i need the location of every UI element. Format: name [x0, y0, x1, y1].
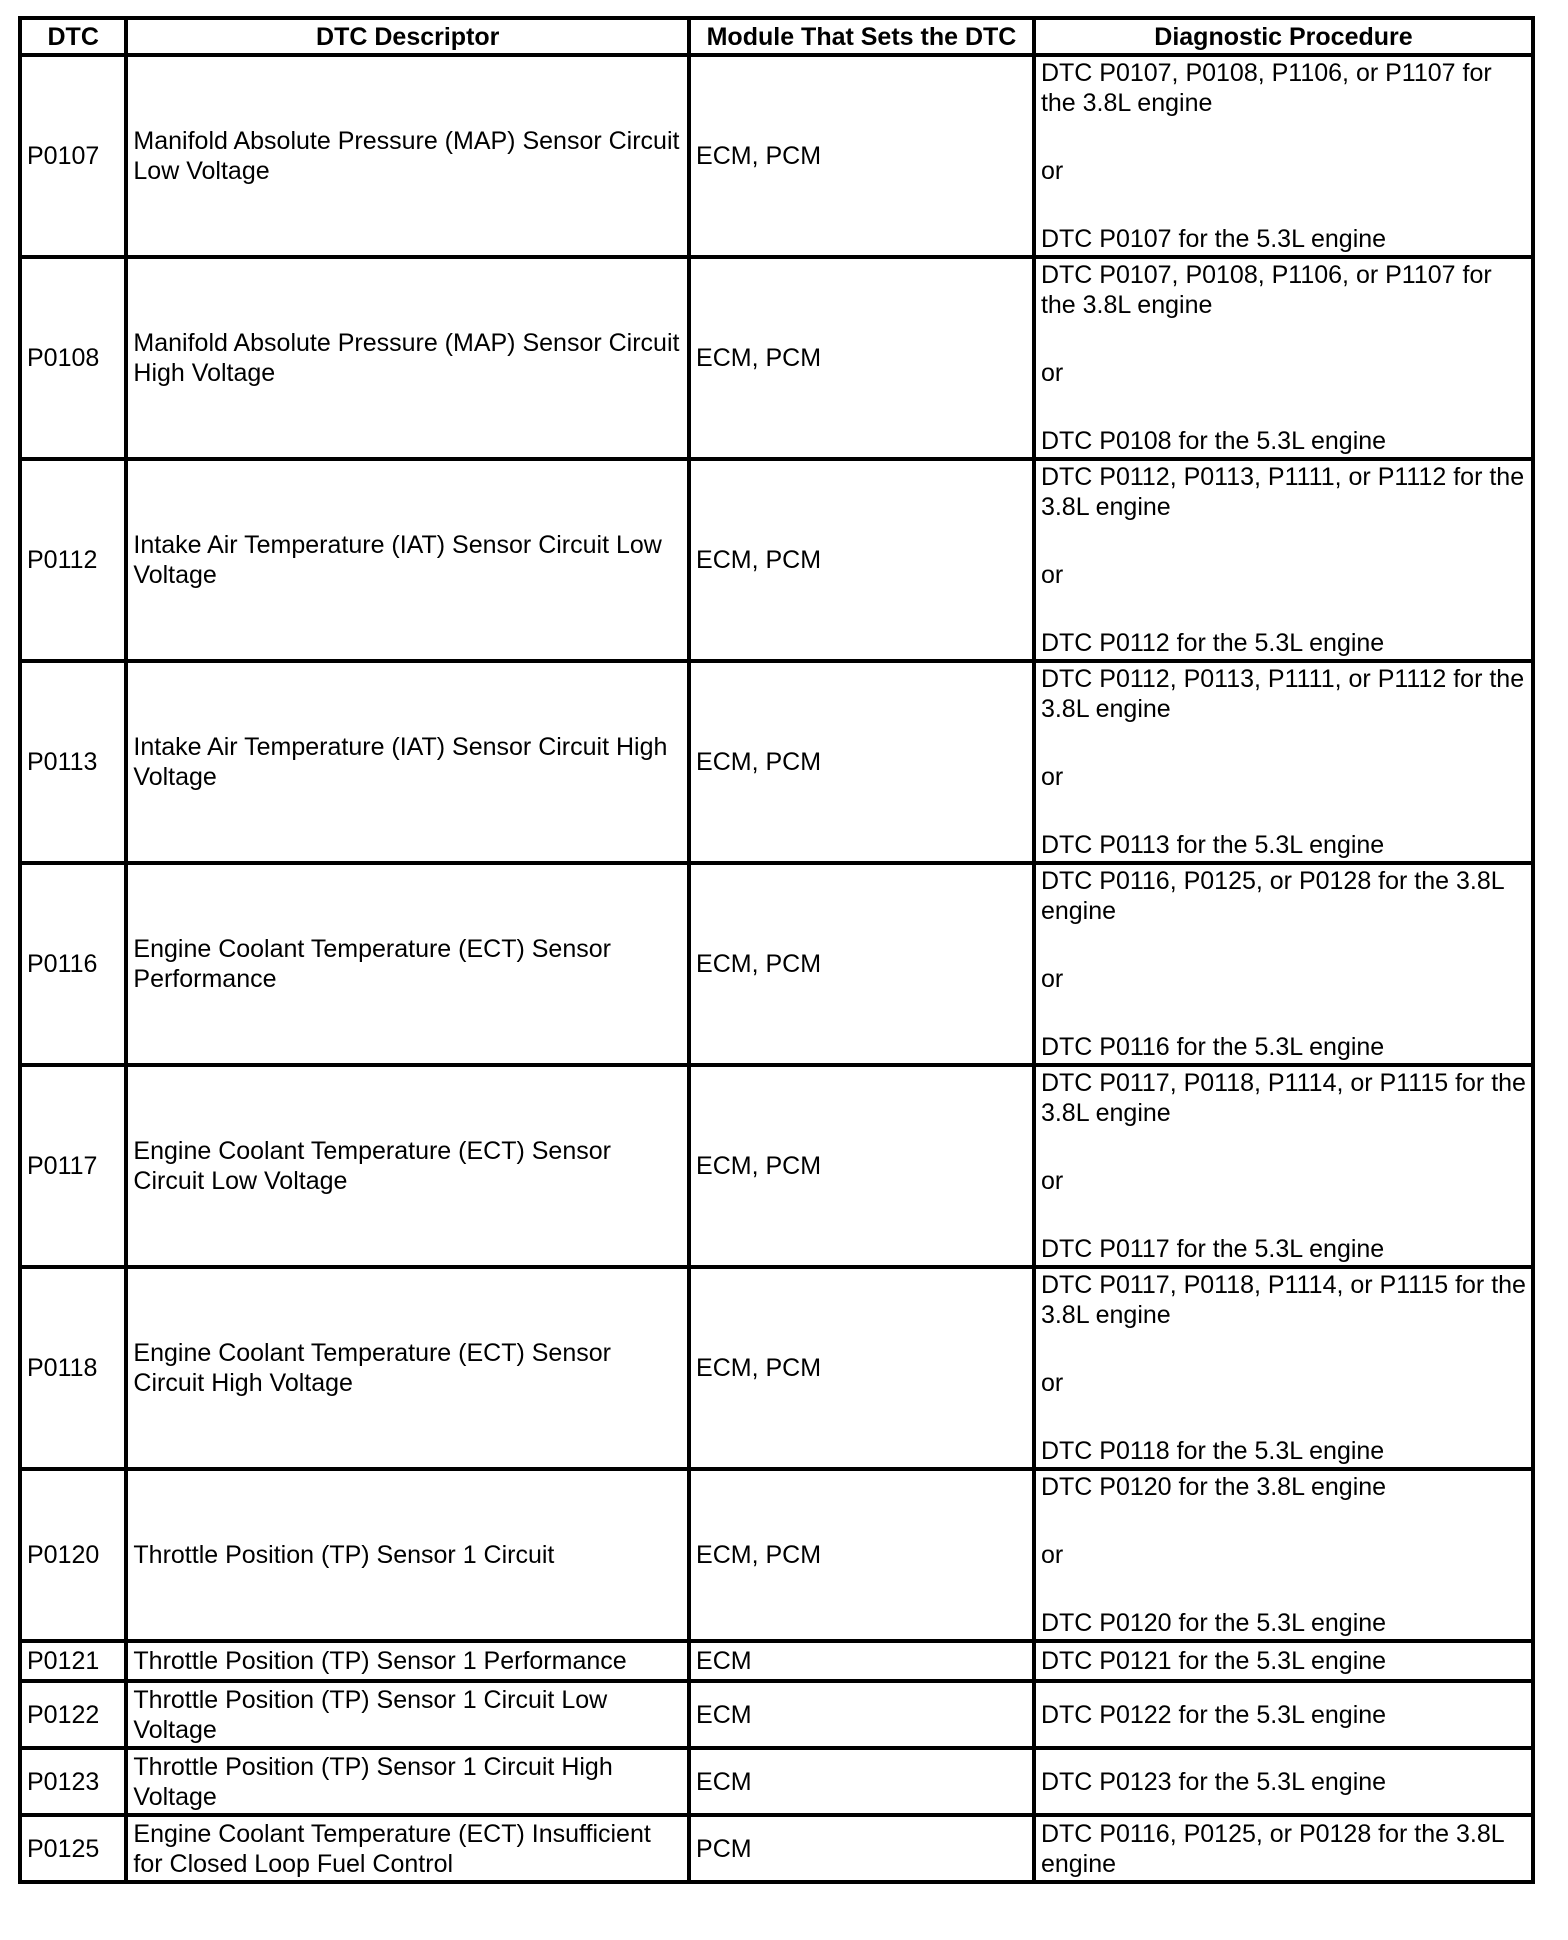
dtc-descriptor: Engine Coolant Temperature (ECT) Sensor Performance: [126, 863, 689, 1065]
dtc-descriptor: Throttle Position (TP) Sensor 1 Circuit High Voltage: [126, 1748, 689, 1815]
procedure-or: or: [1040, 1369, 1064, 1397]
dtc-descriptor: Throttle Position (TP) Sensor 1 Circuit: [126, 1469, 689, 1641]
dtc-descriptor: Manifold Absolute Pressure (MAP) Sensor Circuit Low Voltage: [126, 55, 689, 257]
dtc-descriptor: Engine Coolant Temperature (ECT) Insufficient for Closed Loop Fuel Control: [126, 1815, 689, 1882]
procedure-line: DTC P0117, P0118, P1114, or P1115 for the 3.8L engine: [1040, 1271, 1526, 1329]
dtc-code: P0122: [20, 1681, 126, 1748]
dtc-code: P0112: [20, 459, 126, 661]
header-procedure: Diagnostic Procedure: [1034, 18, 1533, 55]
dtc-code: P0108: [20, 257, 126, 459]
procedure-or: or: [1040, 561, 1064, 589]
table-row: [20, 257, 1533, 459]
dtc-code: P0120: [20, 1469, 126, 1641]
dtc-code: P0117: [20, 1065, 126, 1267]
procedure-line: DTC P0120 for the 5.3L engine: [1040, 1609, 1387, 1637]
dtc-code: P0123: [20, 1748, 126, 1815]
procedure-line: DTC P0116, P0125, or P0128 for the 3.8L engine: [1040, 867, 1504, 925]
procedure-or: or: [1040, 965, 1064, 993]
procedure-or: or: [1040, 763, 1064, 791]
dtc-descriptor: Throttle Position (TP) Sensor 1 Circuit Low Voltage: [126, 1681, 689, 1748]
procedure-line: DTC P0120 for the 3.8L engine: [1040, 1473, 1387, 1501]
procedure-or: or: [1040, 359, 1064, 387]
dtc-descriptor: Manifold Absolute Pressure (MAP) Sensor Circuit High Voltage: [126, 257, 689, 459]
procedure-line: DTC P0113 for the 5.3L engine: [1040, 831, 1385, 859]
header-row: [20, 18, 1533, 55]
dtc-module: ECM, PCM: [689, 661, 1034, 863]
dtc-module: ECM, PCM: [689, 863, 1034, 1065]
dtc-module: ECM, PCM: [689, 459, 1034, 661]
procedure-line: DTC P0112, P0113, P1111, or P1112 for the 3.8L engine: [1040, 665, 1525, 723]
dtc-module: ECM, PCM: [689, 55, 1034, 257]
dtc-descriptor: Engine Coolant Temperature (ECT) Sensor Circuit High Voltage: [126, 1267, 689, 1469]
dtc-procedure: DTC P0123 for the 5.3L engine: [1034, 1748, 1533, 1815]
procedure-line: DTC P0117, P0118, P1114, or P1115 for the 3.8L engine: [1040, 1069, 1526, 1127]
dtc-module: ECM, PCM: [689, 257, 1034, 459]
dtc-procedure: DTC P0116, P0125, or P0128 for the 3.8L engine: [1034, 1815, 1533, 1882]
dtc-procedure: [1034, 1267, 1533, 1469]
dtc-module: ECM, PCM: [689, 1267, 1034, 1469]
table-row: [20, 1748, 1533, 1815]
procedure-line: DTC P0107 for the 5.3L engine: [1040, 225, 1387, 253]
header-descriptor: DTC Descriptor: [126, 18, 689, 55]
procedure-or: or: [1040, 1167, 1064, 1195]
dtc-code: P0107: [20, 55, 126, 257]
procedure-line: DTC P0107, P0108, P1106, or P1107 for the 3.8L engine: [1040, 261, 1492, 319]
table-row: [20, 661, 1533, 863]
dtc-descriptor: Intake Air Temperature (IAT) Sensor Circuit Low Voltage: [126, 459, 689, 661]
dtc-code: P0116: [20, 863, 126, 1065]
dtc-descriptor: Throttle Position (TP) Sensor 1 Performance: [126, 1641, 689, 1681]
dtc-module: ECM: [689, 1641, 1034, 1681]
dtc-procedure: [1034, 863, 1533, 1065]
dtc-procedure: [1034, 55, 1533, 257]
procedure-line: DTC P0112, P0113, P1111, or P1112 for the 3.8L engine: [1040, 463, 1525, 521]
procedure-line: DTC P0118 for the 5.3L engine: [1040, 1437, 1385, 1465]
dtc-procedure: [1034, 459, 1533, 661]
dtc-code: P0118: [20, 1267, 126, 1469]
table-row: [20, 1267, 1533, 1469]
dtc-code: P0125: [20, 1815, 126, 1882]
table-row: [20, 1065, 1533, 1267]
table-row: [20, 1681, 1533, 1748]
procedure-line: DTC P0116 for the 5.3L engine: [1040, 1033, 1385, 1061]
dtc-table: [18, 16, 1535, 1884]
dtc-module: ECM: [689, 1748, 1034, 1815]
header-dtc: DTC: [20, 18, 126, 55]
procedure-line: DTC P0108 for the 5.3L engine: [1040, 427, 1387, 455]
table-row: [20, 459, 1533, 661]
table-row: [20, 55, 1533, 257]
dtc-module: PCM: [689, 1815, 1034, 1882]
dtc-procedure: [1034, 1065, 1533, 1267]
dtc-module: ECM, PCM: [689, 1469, 1034, 1641]
dtc-procedure: [1034, 661, 1533, 863]
dtc-module: ECM: [689, 1681, 1034, 1748]
procedure-line: DTC P0107, P0108, P1106, or P1107 for the 3.8L engine: [1040, 59, 1492, 117]
procedure-or: or: [1040, 157, 1064, 185]
table-row: [20, 1815, 1533, 1882]
dtc-descriptor: Intake Air Temperature (IAT) Sensor Circuit High Voltage: [126, 661, 689, 863]
procedure-line: DTC P0112 for the 5.3L engine: [1040, 629, 1385, 657]
procedure-or: or: [1040, 1541, 1064, 1569]
dtc-procedure: [1034, 257, 1533, 459]
table-row: [20, 863, 1533, 1065]
header-module: Module That Sets the DTC: [689, 18, 1034, 55]
dtc-module: ECM, PCM: [689, 1065, 1034, 1267]
dtc-procedure: [1034, 1469, 1533, 1641]
dtc-procedure: DTC P0121 for the 5.3L engine: [1034, 1641, 1533, 1681]
table-row: [20, 1641, 1533, 1681]
dtc-code: P0113: [20, 661, 126, 863]
dtc-procedure: DTC P0122 for the 5.3L engine: [1034, 1681, 1533, 1748]
procedure-line: DTC P0117 for the 5.3L engine: [1040, 1235, 1385, 1263]
dtc-code: P0121: [20, 1641, 126, 1681]
dtc-descriptor: Engine Coolant Temperature (ECT) Sensor Circuit Low Voltage: [126, 1065, 689, 1267]
table-row: [20, 1469, 1533, 1641]
